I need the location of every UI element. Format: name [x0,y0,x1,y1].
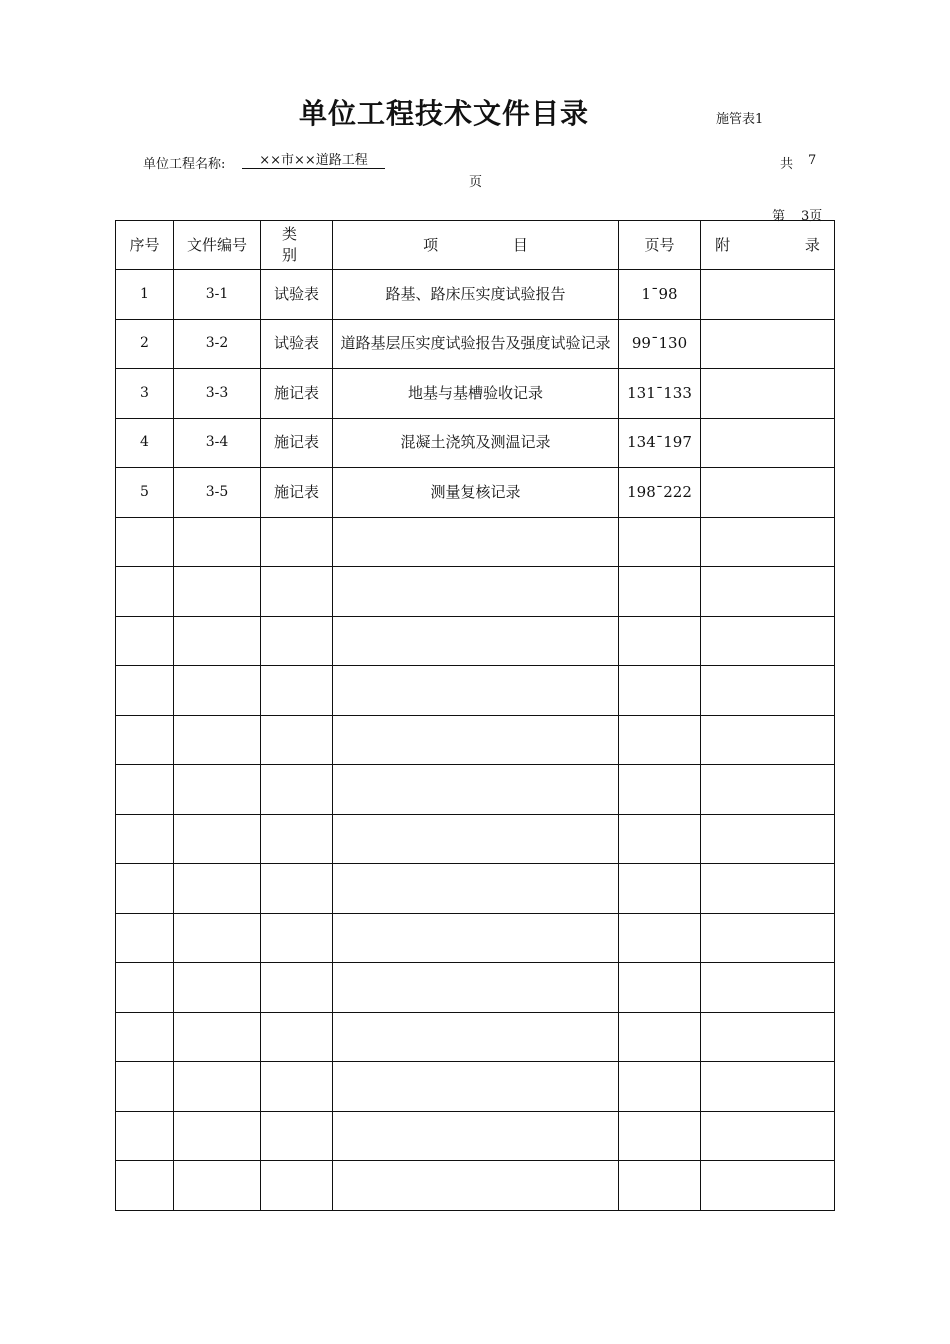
cell-category [261,963,333,1013]
empty-table-row [116,1161,835,1211]
total-pages-unit: 页 [469,175,483,190]
header-appendix: 附 录 [701,221,835,270]
cell-pages [619,666,701,716]
cell-file-code [174,1012,261,1062]
cell-pages [619,517,701,567]
cell-file-code [174,963,261,1013]
cell-item [333,814,619,864]
cell-pages [619,864,701,914]
cell-no: 2 [116,319,174,369]
cell-file-code [174,715,261,765]
cell-no [116,963,174,1013]
cell-appendix [701,369,835,419]
cell-category [261,1062,333,1112]
cell-item [333,616,619,666]
empty-table-row [116,517,835,567]
empty-table-row [116,1012,835,1062]
cell-no [116,814,174,864]
empty-table-row [116,1111,835,1161]
cell-file-code [174,616,261,666]
header-pages: 页号 [619,221,701,270]
cell-pages [619,1062,701,1112]
cell-appendix [701,913,835,963]
cell-no: 4 [116,418,174,468]
empty-table-row [116,864,835,914]
cell-no [116,567,174,617]
cell-no [116,666,174,716]
cell-file-code: 3-5 [174,468,261,518]
cell-category [261,567,333,617]
cell-appendix [701,963,835,1013]
table-row [116,418,835,468]
cell-item [333,567,619,617]
cell-category: 施记表 [261,418,333,468]
cell-category [261,715,333,765]
table-row [116,319,835,369]
cell-no [116,864,174,914]
cell-category [261,1012,333,1062]
cell-appendix [701,567,835,617]
cell-item [333,517,619,567]
empty-table-row [116,567,835,617]
cell-pages [619,913,701,963]
cell-item [333,1111,619,1161]
header-file-code: 文件编号 [174,221,261,270]
header-no: 序号 [116,221,174,270]
cell-file-code [174,1161,261,1211]
total-pages-value: 7 [808,153,817,168]
cell-item [333,666,619,716]
cell-pages: 1¯98 [619,270,701,320]
cell-pages: 99¯130 [619,319,701,369]
cell-pages [619,616,701,666]
header-category: 类 别 [261,221,333,270]
cell-file-code [174,567,261,617]
cell-appendix [701,765,835,815]
cell-file-code: 3-4 [174,418,261,468]
cell-file-code [174,517,261,567]
cell-file-code [174,814,261,864]
cell-appendix [701,814,835,864]
cell-item: 道路基层压实度试验报告及强度试验记录 [333,319,619,369]
cell-category [261,814,333,864]
cell-appendix [701,1111,835,1161]
cell-appendix [701,319,835,369]
cell-item [333,963,619,1013]
cell-file-code: 3-2 [174,319,261,369]
cell-appendix [701,270,835,320]
cell-no: 3 [116,369,174,419]
cell-category: 试验表 [261,270,333,320]
cell-item [333,1012,619,1062]
current-page-prefix: 第 [772,209,786,224]
cell-category [261,1111,333,1161]
cell-category [261,517,333,567]
cell-pages [619,1111,701,1161]
cell-pages: 134¯197 [619,418,701,468]
cell-file-code: 3-1 [174,270,261,320]
cell-item [333,715,619,765]
cell-no [116,616,174,666]
empty-table-row [116,913,835,963]
empty-table-row [116,963,835,1013]
cell-item [333,765,619,815]
cell-category [261,1161,333,1211]
cell-category [261,666,333,716]
cell-pages [619,963,701,1013]
cell-item [333,913,619,963]
cell-category [261,913,333,963]
project-name-value: ××市××道路工程 [242,153,385,169]
cell-category [261,765,333,815]
table-row [116,468,835,518]
directory-table [115,220,835,1211]
cell-appendix [701,1062,835,1112]
table-header-row [116,221,835,270]
cell-appendix [701,468,835,518]
empty-table-row [116,814,835,864]
cell-appendix [701,666,835,716]
cell-file-code: 3-3 [174,369,261,419]
cell-no [116,517,174,567]
cell-item [333,1161,619,1211]
cell-appendix [701,864,835,914]
cell-pages: 198¯222 [619,468,701,518]
cell-file-code [174,666,261,716]
cell-no [116,765,174,815]
empty-table-row [116,715,835,765]
cell-appendix [701,1161,835,1211]
cell-appendix [701,418,835,468]
form-number: 施管表1 [716,112,764,127]
cell-no [116,1062,174,1112]
cell-file-code [174,765,261,815]
cell-appendix [701,616,835,666]
empty-table-row [116,666,835,716]
cell-file-code [174,913,261,963]
cell-item: 地基与基槽验收记录 [333,369,619,419]
total-pages-prefix: 共 [780,157,794,172]
cell-appendix [701,715,835,765]
cell-pages [619,814,701,864]
cell-item: 测量复核记录 [333,468,619,518]
empty-table-row [116,765,835,815]
empty-table-row [116,1062,835,1112]
cell-no [116,913,174,963]
cell-pages [619,567,701,617]
cell-appendix [701,1012,835,1062]
cell-appendix [701,517,835,567]
cell-item: 混凝土浇筑及测温记录 [333,418,619,468]
cell-category: 施记表 [261,369,333,419]
cell-pages [619,715,701,765]
cell-item [333,864,619,914]
cell-no [116,1161,174,1211]
cell-file-code [174,1062,261,1112]
cell-pages [619,765,701,815]
cell-category: 试验表 [261,319,333,369]
table-row [116,369,835,419]
cell-file-code [174,864,261,914]
empty-table-row [116,616,835,666]
project-name-label: 单位工程名称: [143,157,226,172]
cell-category [261,864,333,914]
cell-item [333,1062,619,1112]
cell-category: 施记表 [261,468,333,518]
cell-pages: 131¯133 [619,369,701,419]
cell-item: 路基、路床压实度试验报告 [333,270,619,320]
cell-pages [619,1161,701,1211]
document-title: 单位工程技术文件目录 [298,97,589,130]
cell-pages [619,1012,701,1062]
cell-no: 1 [116,270,174,320]
table-row [116,270,835,320]
cell-no [116,715,174,765]
cell-category [261,616,333,666]
header-item: 项 目 [333,221,619,270]
cell-no [116,1111,174,1161]
current-page-value: 3页 [801,209,823,224]
cell-no: 5 [116,468,174,518]
cell-file-code [174,1111,261,1161]
cell-no [116,1012,174,1062]
